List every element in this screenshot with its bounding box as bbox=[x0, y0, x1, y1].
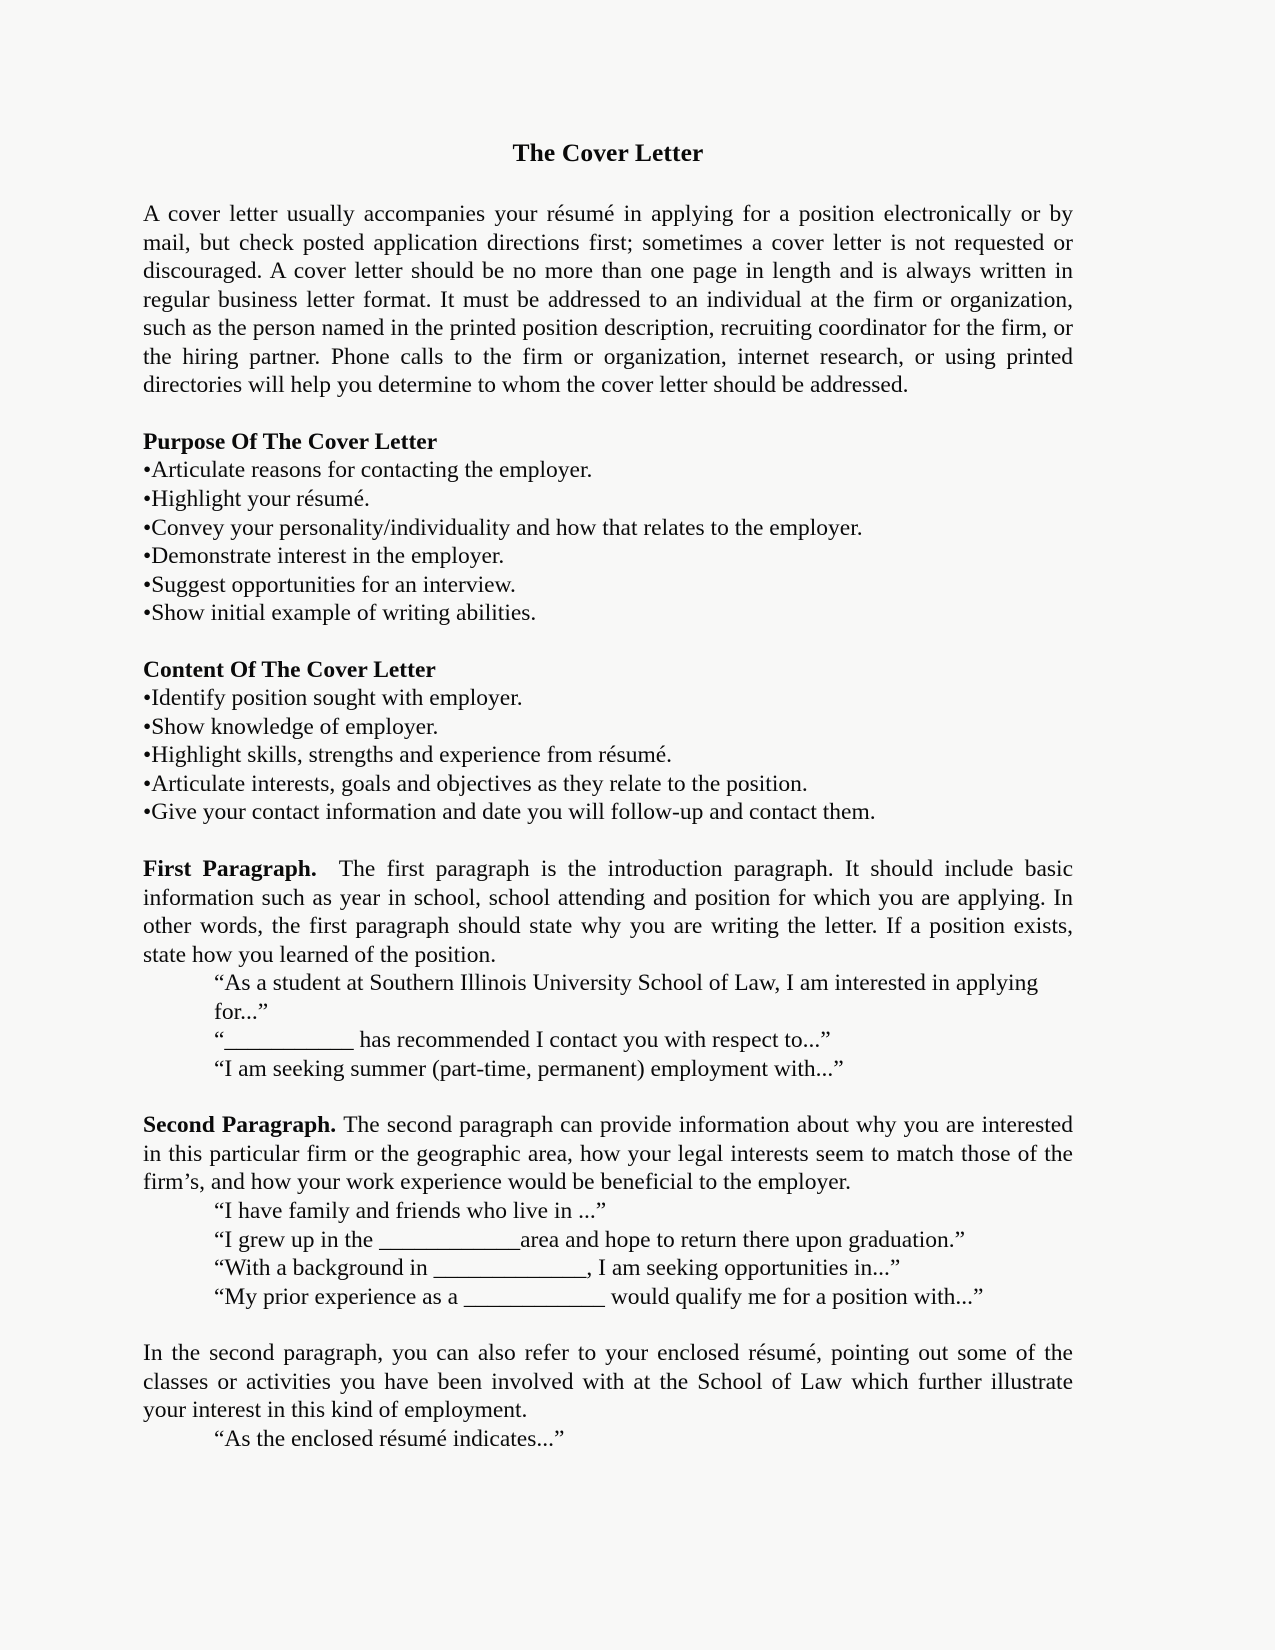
example-quote-line-2: for...” bbox=[214, 998, 269, 1025]
intro-paragraph: A cover letter usually accompanies your résumé in applying for a position electronically or by mail, but check posted application directions first; sometimes a cover letter is not requested or discouraged. A cover letter should be no more than one page in length and is always written in regular business letter format. It must be addressed to an individual at the firm or organization, such as the person named in the printed position description, recruiting coordinator for the firm, or the hiring partner. Phone calls to the firm or organization, internet research, or using printed directories will help you determine to whom the cover letter should be addressed. bbox=[143, 201, 1073, 399]
section-heading-purpose: Purpose Of The Cover Letter bbox=[143, 428, 438, 455]
document-content bbox=[143, 138, 1073, 1453]
list-item-label: Show knowledge of employer. bbox=[151, 713, 439, 740]
list-item-label: Convey your personality/individuality and how that relates to the employer. bbox=[151, 514, 863, 541]
list-item-label: Give your contact information and date you will follow-up and contact them. bbox=[151, 799, 876, 826]
bullet-icon: • bbox=[143, 742, 152, 769]
list-item-label: Articulate interests, goals and objectives as they relate to the position. bbox=[151, 770, 808, 797]
bullet-icon: • bbox=[143, 600, 152, 627]
list-item bbox=[143, 770, 1073, 799]
spacer bbox=[143, 1311, 1073, 1339]
list-item-label: Suggest opportunities for an interview. bbox=[151, 571, 516, 598]
first-paragraph-body bbox=[143, 855, 1073, 969]
list-item bbox=[143, 599, 1073, 628]
second-paragraph-label: Second Paragraph. bbox=[143, 1112, 337, 1139]
list-item bbox=[143, 798, 1073, 827]
bullet-icon: • bbox=[143, 799, 152, 826]
list-item-label: Show initial example of writing abilities. bbox=[151, 600, 537, 627]
spacer bbox=[143, 1083, 1073, 1111]
list-item bbox=[143, 571, 1073, 600]
list-item bbox=[143, 542, 1073, 571]
closing-paragraph-examples bbox=[143, 1425, 1073, 1454]
bullet-icon: • bbox=[143, 457, 152, 484]
example-quote: “I am seeking summer (part-time, permanent) employment with...” bbox=[214, 1055, 844, 1082]
second-paragraph-body bbox=[143, 1111, 1073, 1197]
section-heading-content: Content Of The Cover Letter bbox=[143, 656, 436, 683]
bullet-icon: • bbox=[143, 713, 152, 740]
example-quote: “I have family and friends who live in ...” bbox=[214, 1198, 607, 1225]
list-item bbox=[143, 741, 1073, 770]
spacer bbox=[143, 628, 1073, 656]
list-item bbox=[143, 514, 1073, 543]
purpose-bullet-list bbox=[143, 456, 1073, 627]
second-paragraph-examples bbox=[143, 1197, 1073, 1311]
list-item-label: Demonstrate interest in the employer. bbox=[151, 543, 505, 570]
example-quote bbox=[214, 969, 1073, 1026]
example-quote: “As the enclosed résumé indicates...” bbox=[214, 1425, 565, 1452]
section-second-paragraph bbox=[143, 1111, 1073, 1311]
bullet-icon: • bbox=[143, 514, 152, 541]
example-quote: “I grew up in the ____________area and hope to return there upon graduation.” bbox=[214, 1226, 966, 1253]
list-item-label: Articulate reasons for contacting the employer. bbox=[151, 457, 593, 484]
example-quote: “With a background in _____________, I am seeking opportunities in...” bbox=[214, 1255, 901, 1282]
first-paragraph-text: The first paragraph is the introduction paragraph. It should include basic information such as year in school, school attending and position for which you are applying. In other words, the first paragraph should state why you are writing the letter. If a position exists, state how you learned of the position. bbox=[143, 856, 1074, 968]
content-bullet-list bbox=[143, 684, 1073, 827]
bullet-icon: • bbox=[143, 486, 152, 512]
section-content bbox=[143, 656, 1073, 827]
list-item-label: Identify position sought with employer. bbox=[151, 685, 523, 712]
section-purpose bbox=[143, 428, 1073, 628]
list-item-label: Highlight skills, strengths and experience from résumé. bbox=[151, 742, 673, 769]
list-item bbox=[143, 485, 1073, 514]
section-first-paragraph bbox=[143, 855, 1073, 1083]
example-quote: “My prior experience as a ____________ would qualify me for a position with...” bbox=[214, 1283, 984, 1310]
spacer bbox=[143, 827, 1073, 855]
bullet-icon: • bbox=[143, 571, 152, 598]
bullet-icon: • bbox=[143, 685, 152, 712]
first-paragraph-examples bbox=[143, 969, 1073, 1083]
example-quote-line-1: “As a student at Southern Illinois University School of Law, I am interested in applying bbox=[214, 970, 1039, 997]
bullet-icon: • bbox=[143, 770, 152, 797]
list-item-label: Highlight your résumé. bbox=[151, 486, 370, 512]
first-paragraph-label: First Paragraph. bbox=[143, 856, 317, 883]
page-title: The Cover Letter bbox=[512, 138, 704, 167]
second-paragraph-text: The second paragraph can provide information about why you are interested in this particular firm or the geographic area, how your legal interests seem to match those of the firm’s, and how your work experience would be beneficial to the employer. bbox=[143, 1112, 1073, 1196]
section-closing-paragraph bbox=[143, 1339, 1073, 1453]
bullet-icon: • bbox=[143, 543, 152, 570]
list-item bbox=[143, 713, 1073, 742]
list-item bbox=[143, 684, 1073, 713]
list-item bbox=[143, 456, 1073, 485]
closing-paragraph-body: In the second paragraph, you can also refer to your enclosed résumé, pointing out some of the classes or activities you have been involved with at the School of Law which further illustrate your interest in this kind of employment. bbox=[143, 1340, 1073, 1424]
example-quote: “___________ has recommended I contact you with respect to...” bbox=[214, 1027, 831, 1054]
spacing bbox=[317, 856, 339, 882]
spacer bbox=[143, 400, 1073, 428]
